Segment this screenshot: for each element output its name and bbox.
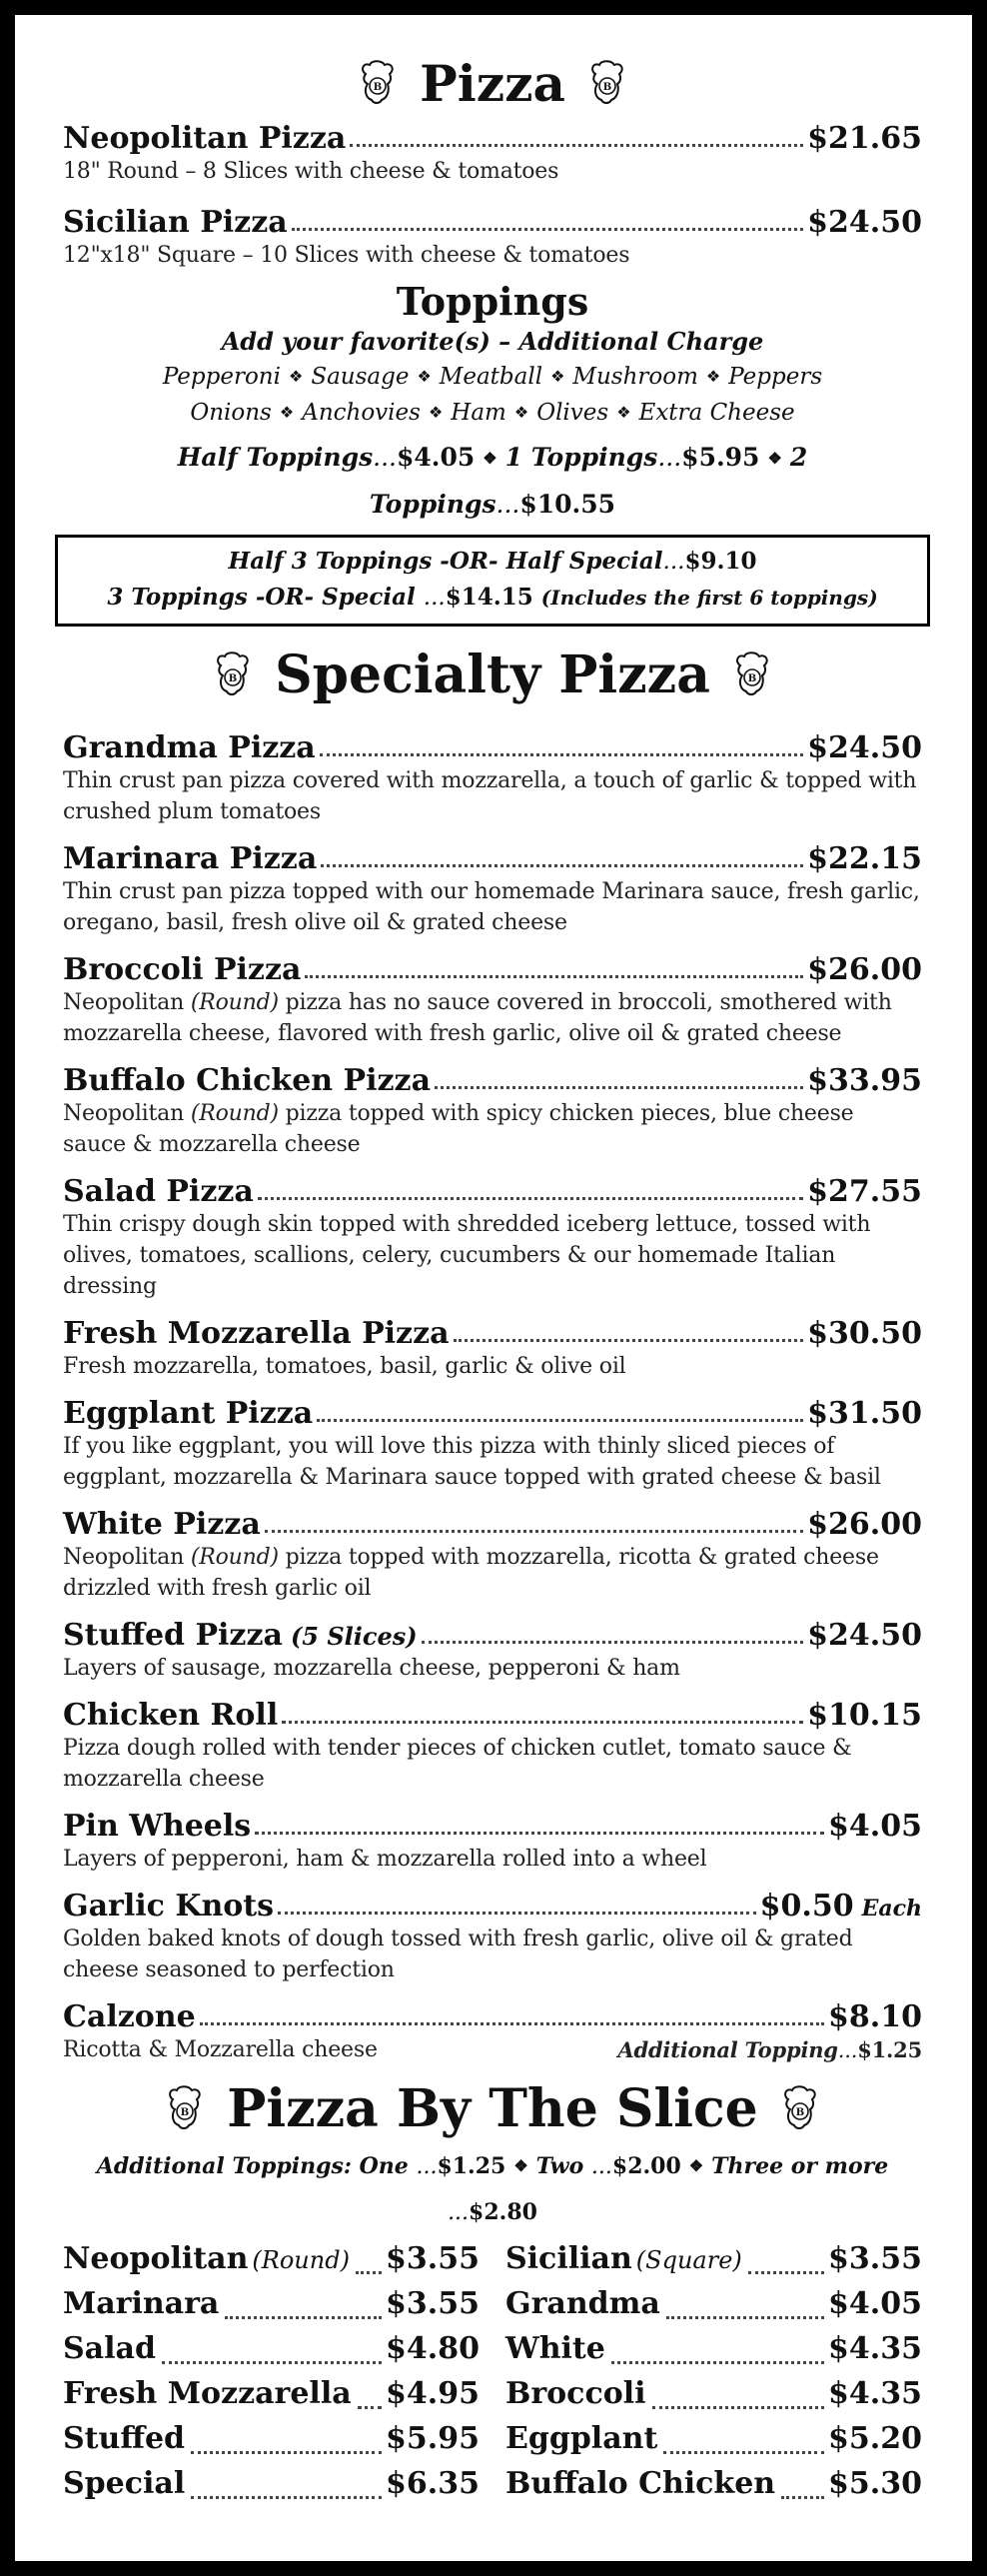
slice-column-right — [505, 2241, 922, 2511]
item-price: $30.50 — [807, 1316, 922, 1351]
item-price: $0.50 — [759, 1889, 854, 1924]
chef-logo-icon — [780, 2085, 820, 2131]
slice-item: White $4.35 — [505, 2331, 922, 2366]
slice-item: Buffalo Chicken $5.30 — [505, 2466, 922, 2501]
item-description: Neopolitan (Round) pizza topped with spicy chicken pieces, blue cheese sauce & mozzarella cheese — [63, 1101, 854, 1157]
item-price: $8.10 — [828, 1999, 922, 2034]
menu-item — [63, 1063, 922, 1160]
item-name: Chicken Roll — [63, 1698, 279, 1733]
menu-item — [63, 1618, 922, 1684]
slice-item: Stuffed $5.95 — [63, 2421, 480, 2456]
item-description: Thin crispy dough skin topped with shredded iceberg lettuce, tossed with olives, tomatoes, scallions, celery, cucumbers & our homemade Italian dressing — [63, 1212, 871, 1299]
item-description: If you like eggplant, you will love this pizza with thinly sliced pieces of eggplant, mozzarella & Marinara sauce topped with grated cheese & basil — [63, 1434, 881, 1490]
item-description: 18" Round – 8 Slices with cheese & tomatoes — [63, 159, 559, 184]
item-description: Neopolitan (Round) pizza topped with mozzarella, ricotta & grated cheese drizzled with fresh garlic oil — [63, 1545, 879, 1601]
slice-item: Special $6.35 — [63, 2466, 480, 2501]
item-price: $21.65 — [807, 121, 922, 156]
item-name: Pin Wheels — [63, 1809, 252, 1844]
chef-logo-icon — [358, 60, 398, 106]
item-price: $26.00 — [807, 952, 922, 987]
item-name: Broccoli Pizza — [63, 952, 302, 987]
svg-text:B: B — [373, 82, 383, 93]
item-name: Buffalo Chicken Pizza — [63, 1063, 432, 1098]
item-description: Pizza dough rolled with tender pieces of chicken cutlet, tomato sauce & mozzarella cheese — [63, 1736, 852, 1792]
item-price: $22.15 — [807, 841, 922, 876]
chef-logo-icon — [213, 651, 253, 697]
specialty-title: Specialty Pizza — [275, 644, 710, 705]
menu-item — [63, 1698, 922, 1795]
slice-item: Fresh Mozzarella $4.95 — [63, 2376, 480, 2411]
chef-logo-icon — [732, 651, 772, 697]
item-description: Thin crust pan pizza topped with our homemade Marinara sauce, fresh garlic, oregano, basil, fresh olive oil & grated cheese — [63, 879, 920, 935]
slice-item: Broccoli $4.35 — [505, 2376, 922, 2411]
item-name: Eggplant Pizza — [63, 1396, 314, 1431]
chef-logo-icon — [587, 60, 627, 106]
menu-item — [63, 1507, 922, 1604]
item-description: Thin crust pan pizza covered with mozzarella, a touch of garlic & topped with crushed plum tomatoes — [63, 768, 917, 824]
menu-item — [63, 841, 922, 938]
svg-text:B: B — [181, 2107, 190, 2118]
specialty-section-title — [63, 641, 922, 708]
item-price: $4.05 — [828, 1809, 922, 1844]
item-name: Fresh Mozzarella Pizza — [63, 1316, 450, 1351]
item-price: $24.50 — [807, 205, 922, 240]
menu-item — [63, 952, 922, 1049]
item-description: Ricotta & Mozzarella cheese Additional Topping...$1.25 — [63, 2037, 922, 2062]
slice-toppings-prices: Additional Toppings: One ...$1.25 ❖ Two ...$2.00 ❖ Three or more ...$2.80 — [96, 2153, 889, 2225]
menu-page — [15, 15, 972, 2561]
toppings-subtitle: Add your favorite(s) – Additional Charge — [221, 327, 764, 356]
item-name: Calzone — [63, 1999, 196, 2034]
item-name: Stuffed Pizza — [63, 1618, 283, 1653]
slice-title: Pizza By The Slice — [227, 2077, 758, 2139]
menu-item — [63, 1889, 922, 1985]
slice-column-left — [63, 2241, 480, 2511]
slice-item: Marinara $3.55 — [63, 2286, 480, 2321]
item-price: $10.15 — [807, 1698, 922, 1733]
item-name: Garlic Knots — [63, 1889, 275, 1924]
item-price: $26.00 — [807, 1507, 922, 1542]
slice-item: Neopolitan (Round) $3.55 — [63, 2241, 480, 2276]
item-price: $24.50 — [807, 730, 922, 765]
item-description: Golden baked knots of dough tossed with fresh garlic, olive oil & grated cheese seasoned to perfection — [63, 1927, 853, 1982]
item-note: (5 Slices) — [290, 1622, 418, 1651]
slice-section-title — [63, 2076, 922, 2140]
toppings-list: Pepperoni ❖ Sausage ❖ Meatball ❖ Mushroom ❖ Peppers Onions ❖ Anchovies ❖ Ham ❖ Olives ❖ Extra Cheese — [162, 364, 823, 426]
item-name: Sicilian Pizza — [63, 205, 288, 240]
svg-text:B: B — [602, 82, 612, 93]
item-price: $27.55 — [807, 1174, 922, 1209]
item-description: Neopolitan (Round) pizza has no sauce covered in broccoli, smothered with mozzarella cheese, flavored with fresh garlic, olive oil & grated cheese — [63, 990, 892, 1046]
item-description: Fresh mozzarella, tomatoes, basil, garlic & olive oil — [63, 1354, 626, 1379]
item-description: Layers of pepperoni, ham & mozzarella rolled into a wheel — [63, 1847, 707, 1872]
slice-price-grid — [63, 2241, 922, 2511]
pizza-section-title — [63, 53, 922, 113]
menu-item — [63, 121, 922, 187]
svg-text:B: B — [228, 673, 238, 684]
menu-item — [63, 205, 922, 271]
menu-item — [63, 1999, 922, 2066]
item-price: $31.50 — [807, 1396, 922, 1431]
special-toppings-box: Half 3 Toppings -OR- Half Special...$9.10 3 Toppings -OR- Special ...$14.15 (Includes the first 6 toppings) — [55, 535, 930, 627]
toppings-prices: Half Toppings...$4.05 ❖ 1 Toppings...$5.95 ❖ 2 Toppings...$10.55 — [177, 443, 808, 519]
slice-item: Salad $4.80 — [63, 2331, 480, 2366]
menu-item — [63, 1174, 922, 1302]
item-name: Salad Pizza — [63, 1174, 254, 1209]
pizza-title: Pizza — [420, 53, 565, 113]
item-name: Neopolitan Pizza — [63, 121, 347, 156]
menu-item — [63, 1316, 922, 1382]
item-name: Marinara Pizza — [63, 841, 318, 876]
toppings-title: Toppings — [396, 279, 589, 324]
item-description: 12"x18" Square – 10 Slices with cheese & tomatoes — [63, 243, 630, 268]
item-name: Grandma Pizza — [63, 730, 316, 765]
slice-item: Grandma $4.05 — [505, 2286, 922, 2321]
slice-item: Sicilian (Square) $3.55 — [505, 2241, 922, 2276]
svg-text:B: B — [747, 673, 757, 684]
slice-item: Eggplant $5.20 — [505, 2421, 922, 2456]
item-price: $33.95 — [807, 1063, 922, 1098]
item-description: Layers of sausage, mozzarella cheese, pepperoni & ham — [63, 1656, 680, 1681]
item-each-label: Each — [861, 1896, 922, 1922]
item-name: White Pizza — [63, 1507, 261, 1542]
item-price: $24.50 — [807, 1618, 922, 1653]
menu-item — [63, 1809, 922, 1875]
menu-item — [63, 730, 922, 827]
chef-logo-icon — [165, 2085, 205, 2131]
menu-item — [63, 1396, 922, 1493]
svg-text:B: B — [795, 2107, 804, 2118]
